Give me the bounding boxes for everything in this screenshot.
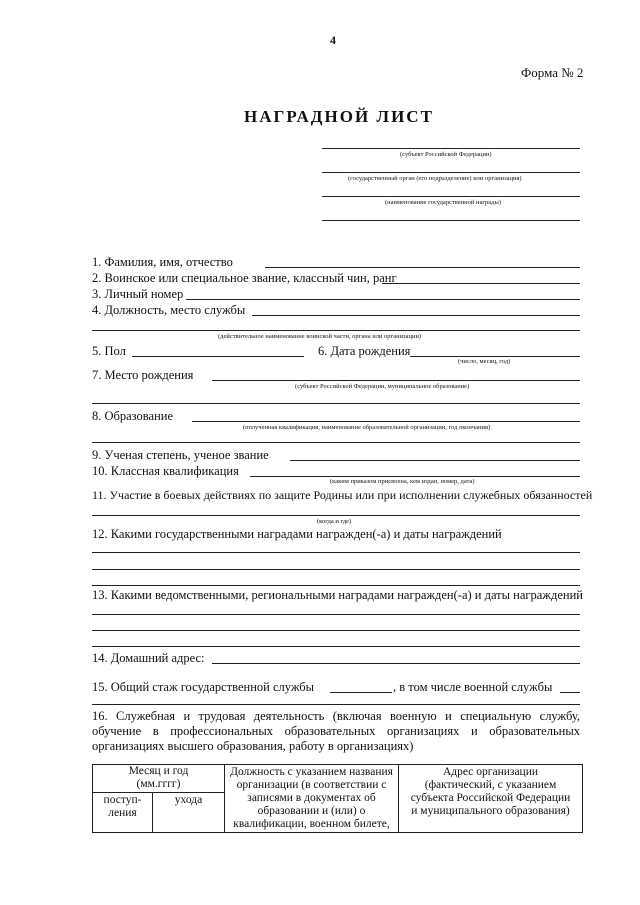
- field-16-paragraph: 16. Служебная и трудовая деятельность (включая военную и специальную службу, обучение в профессиональных образовательных организациях и образовательных организациях высшего образования, работу в организациях): [92, 709, 580, 753]
- award-name-line[interactable]: [322, 196, 580, 197]
- field-13-label: 13. Какими ведомственными, региональными наградами награжден(-а) и даты награждений: [92, 588, 583, 602]
- field-4-label: 4. Должность, место службы: [92, 303, 246, 317]
- field-10-caption: (каким приказом присвоена, кем издан, номер, дата): [330, 478, 475, 485]
- field-7-label: 7. Место рождения: [92, 368, 194, 382]
- field-11-caption: (когда и где): [317, 518, 352, 525]
- combat-line[interactable]: [92, 515, 580, 516]
- page-title: НАГРАДНОЙ ЛИСТ: [244, 107, 434, 126]
- dept-awards-line-1[interactable]: [92, 614, 580, 615]
- field-8-label: 8. Образование: [92, 409, 174, 423]
- field-6-caption: (число, месяц, год): [458, 358, 511, 365]
- field-12-label: 12. Какими государственными наградами награжден(-а) и даты награждений: [92, 527, 502, 541]
- field-15-mid-label: , в том числе военной службы: [393, 680, 553, 694]
- dept-awards-line-2[interactable]: [92, 630, 580, 631]
- state-body-line[interactable]: [322, 172, 580, 173]
- position-line[interactable]: [252, 315, 580, 316]
- education-line[interactable]: [192, 421, 580, 422]
- entry-header: поступ-ления: [93, 792, 153, 832]
- field-14-label: 14. Домашний адрес:: [92, 651, 205, 665]
- month-year-header: Месяц и год (мм.гггг): [93, 765, 225, 793]
- page-number: 4: [330, 33, 336, 47]
- address-header: Адрес организации (фактический, с указанием субъекта Российской Федерации и муниципального образования): [399, 765, 583, 833]
- birth-place-line-2[interactable]: [92, 403, 580, 404]
- state-body-caption: (государственный орган (его подразделение) или организация): [348, 175, 522, 182]
- award-name-caption: (наименование государственной награды): [385, 199, 502, 206]
- birth-place-line[interactable]: [212, 380, 580, 381]
- award-name-line-2[interactable]: [322, 220, 580, 221]
- home-address-line[interactable]: [212, 663, 580, 664]
- field-8-caption: (полученная квалификация, наименование образовательной организации, год окончания): [243, 424, 491, 431]
- position-header: Должность с указанием названия организации (в соответствии с записями в документах об образовании и (или) о квалификации, военном билете,: [225, 765, 399, 833]
- field-1-label: 1. Фамилия, имя, отчество: [92, 255, 233, 269]
- subject-line[interactable]: [322, 148, 580, 149]
- degree-line[interactable]: [290, 460, 580, 461]
- field-11-label: 11. Участие в боевых действиях по защите Родины или при исполнении служебных обязанностей: [92, 488, 593, 502]
- military-service-line[interactable]: [560, 692, 580, 693]
- exit-header: ухода: [153, 792, 225, 832]
- field-5-label: 5. Пол: [92, 344, 126, 358]
- field-10-label: 10. Классная квалификация: [92, 464, 239, 478]
- education-line-2[interactable]: [92, 442, 580, 443]
- field-4-caption: (действительное наименование воинской части, органа или организации): [218, 333, 422, 340]
- state-awards-line-3[interactable]: [92, 585, 580, 586]
- subject-caption: (субъект Российской Федерации): [400, 151, 492, 158]
- sex-line[interactable]: [132, 356, 304, 357]
- separator-line: [92, 704, 580, 705]
- qualification-line[interactable]: [250, 476, 580, 477]
- full-name-line[interactable]: [265, 267, 580, 268]
- field-9-label: 9. Ученая степень, ученое звание: [92, 448, 269, 462]
- form-number: Форма № 2: [521, 65, 584, 80]
- career-table: [92, 764, 583, 833]
- rank-line[interactable]: [382, 283, 580, 284]
- position-line-2[interactable]: [92, 330, 580, 331]
- field-3-label: 3. Личный номер: [92, 287, 184, 301]
- field-15-label: 15. Общий стаж государственной службы: [92, 680, 315, 694]
- field-7-caption: (субъект Российской Федерации, муниципальное образование): [295, 383, 470, 390]
- total-service-line[interactable]: [330, 692, 392, 693]
- field-6-label: 6. Дата рождения: [318, 344, 411, 358]
- state-awards-line-1[interactable]: [92, 552, 580, 553]
- field-2-label: 2. Воинское или специальное звание, классный чин, ранг: [92, 271, 397, 285]
- personal-number-line[interactable]: [186, 299, 580, 300]
- dept-awards-line-3[interactable]: [92, 646, 580, 647]
- birth-date-line[interactable]: [410, 356, 580, 357]
- state-awards-line-2[interactable]: [92, 569, 580, 570]
